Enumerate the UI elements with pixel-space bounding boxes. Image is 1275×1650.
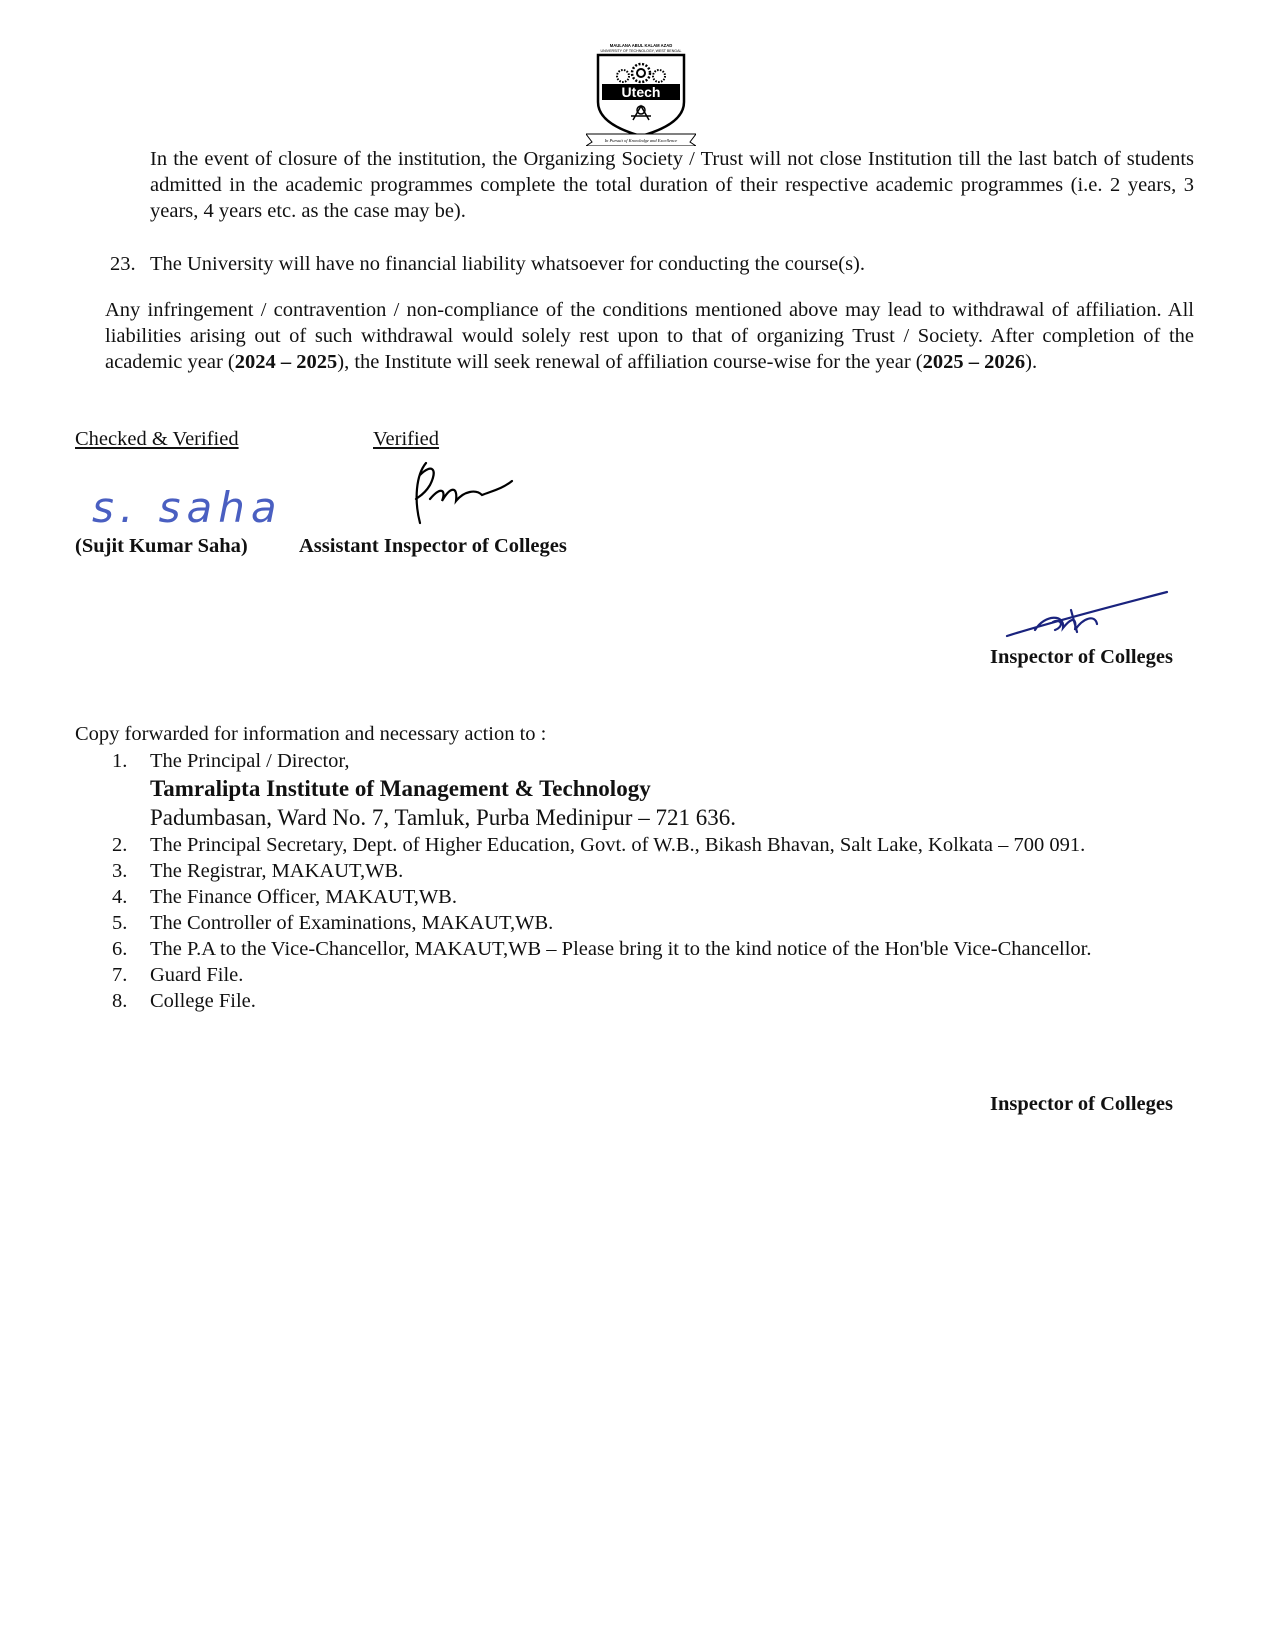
renewal-year: 2025 – 2026 — [922, 351, 1026, 373]
item-text: The Registrar, MAKAUT,WB. — [150, 860, 404, 882]
copy-forwarded-intro: Copy forwarded for information and necessary action to : — [75, 723, 547, 745]
inspector-signature — [1005, 588, 1175, 643]
logo-top-text: MAULANA ABUL KALAM AZAD — [609, 43, 673, 48]
item-text: The Principal / Director, — [150, 750, 350, 772]
item-number: 23. — [110, 253, 136, 275]
item-number: 7. — [112, 964, 128, 986]
item-number: 2. — [112, 834, 128, 856]
item-number: 6. — [112, 938, 128, 960]
inspector-title: Inspector of Colleges — [990, 646, 1173, 668]
condition-item-23 — [110, 251, 1194, 277]
item-number: 3. — [112, 860, 128, 882]
item-text: The P.A to the Vice-Chancellor, MAKAUT,WB – Please bring it to the kind notice of the Hon'ble Vice-Chancellor. — [150, 938, 1092, 960]
list-item — [112, 858, 1242, 884]
item-number: 8. — [112, 990, 128, 1012]
footer-inspector-title: Inspector of Colleges — [990, 1093, 1173, 1115]
infringement-text-2: ), the Institute will seek renewal of affiliation course-wise for the year ( — [337, 351, 923, 373]
list-item — [112, 936, 1242, 962]
academic-year: 2024 – 2025 — [234, 351, 338, 373]
institute-name: Tamralipta Institute of Management & Technology — [150, 776, 651, 801]
item-number: 1. — [112, 750, 128, 772]
copy-recipient-list — [112, 748, 1242, 1014]
checker-signature — [88, 480, 278, 540]
list-item — [112, 988, 1242, 1014]
checked-verified-label: Checked & Verified — [75, 428, 239, 450]
checker-name: (Sujit Kumar Saha) — [75, 535, 248, 557]
institute-address: Padumbasan, Ward No. 7, Tamluk, Purba Medinipur – 721 636. — [150, 805, 736, 830]
assistant-inspector-title: Assistant Inspector of Colleges — [299, 535, 567, 557]
infringement-text-3: ). — [1025, 351, 1038, 373]
item-text: The Finance Officer, MAKAUT,WB. — [150, 886, 457, 908]
infringement-paragraph — [105, 297, 1194, 375]
university-logo — [586, 40, 696, 146]
list-item — [112, 884, 1242, 910]
checker-signature-text: s. saha — [92, 483, 278, 532]
item-number: 4. — [112, 886, 128, 908]
item-text: College File. — [150, 990, 256, 1012]
assistant-signature — [412, 455, 522, 530]
closure-paragraph: In the event of closure of the institution, the Organizing Society / Trust will not close Institution till the last batch of students admitted in the academic programmes complete the total duration of their respective academic programmes (i.e. 2 years, 3 years, 4 years etc. as the case may be). — [150, 148, 1194, 222]
verified-label: Verified — [373, 428, 440, 450]
infringement-text-1: Any infringement / contravention / non-compliance of the conditions mentioned above may lead to withdrawal of affiliation. All liabilities arising out of such withdrawal would solely rest upon to that of organizing Trust / Society. After completion of the academic year ( — [105, 299, 1194, 373]
item-text: The University will have no financial liability whatsoever for conducting the course(s). — [150, 253, 866, 275]
list-item — [112, 962, 1242, 988]
list-item — [112, 910, 1242, 936]
list-item — [112, 832, 1242, 858]
utech-emblem-icon — [586, 40, 696, 146]
logo-motto: In Pursuit of Knowledge and Excellence — [604, 138, 678, 143]
logo-top-text-2: UNIVERSITY OF TECHNOLOGY, WEST BENGAL — [600, 49, 682, 53]
item-text: The Controller of Examinations, MAKAUT,WB. — [150, 912, 554, 934]
logo-wordmark: Utech — [621, 84, 661, 100]
list-item — [112, 748, 1242, 774]
item-text: The Principal Secretary, Dept. of Higher Education, Govt. of W.B., Bikash Bhavan, Salt Lake, Kolkata – 700 091. — [150, 834, 1086, 856]
item-number: 5. — [112, 912, 128, 934]
item-text: Guard File. — [150, 964, 244, 986]
